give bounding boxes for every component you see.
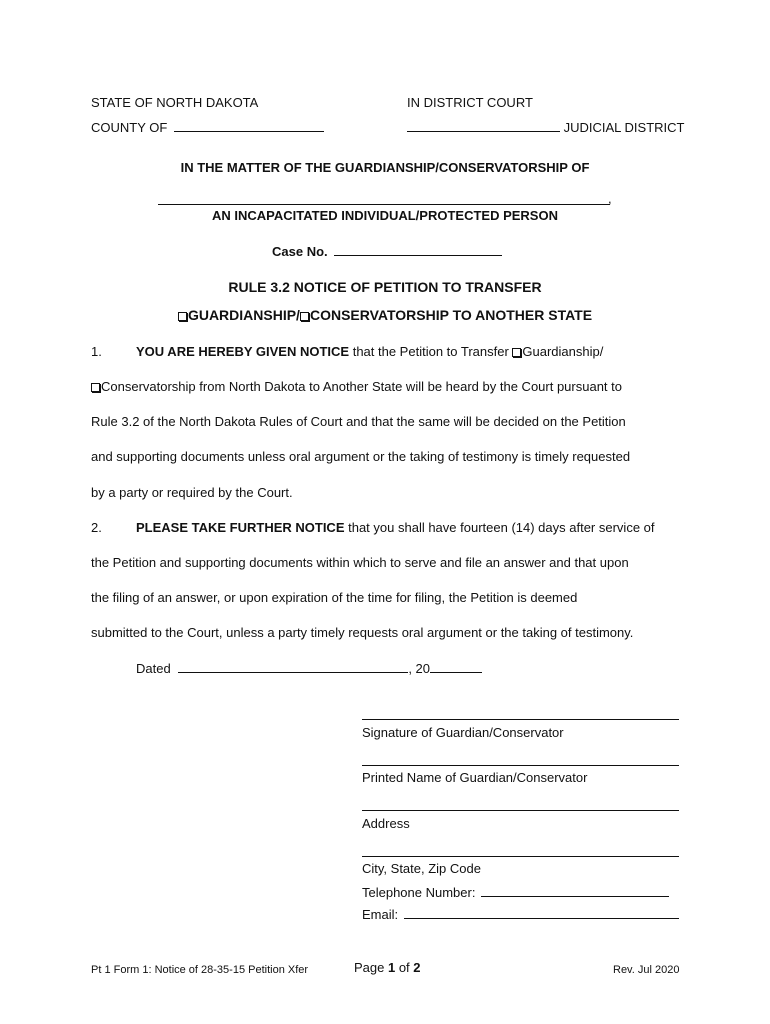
telephone-label: Telephone Number: <box>362 885 476 900</box>
footer-page-indicator <box>354 960 421 976</box>
signature-label: Signature of Guardian/Conservator <box>362 725 564 740</box>
year-label: , 20 <box>408 661 431 676</box>
para1-line1 <box>136 344 603 360</box>
district-label: JUDICIAL DISTRICT <box>563 120 685 135</box>
para1-guardianship-checkbox[interactable] <box>512 348 521 357</box>
dated-label: Dated <box>136 661 171 676</box>
address-label: Address <box>362 816 410 831</box>
para1-conservatorship-checkbox[interactable] <box>91 383 100 392</box>
county-label: COUNTY OF <box>91 120 168 135</box>
para2-line1 <box>136 520 655 536</box>
year-field[interactable] <box>430 660 482 673</box>
matter-subheading: AN INCAPACITATED INDIVIDUAL/PROTECTED PERSON <box>212 208 558 223</box>
para1-lead: YOU ARE HEREBY GIVEN NOTICE <box>136 344 350 359</box>
notice-title-options <box>0 307 770 323</box>
district-field[interactable] <box>407 119 560 132</box>
county-row <box>91 119 324 136</box>
telephone-field[interactable] <box>481 884 669 897</box>
county-field[interactable] <box>174 119 324 132</box>
guardianship-checkbox[interactable] <box>178 312 187 321</box>
case-label: Case No. <box>272 244 328 259</box>
para2-text: that you shall have fourteen (14) days after service of <box>344 520 655 535</box>
conservatorship-checkbox[interactable] <box>300 312 309 321</box>
signature-field[interactable] <box>362 719 679 720</box>
para2-line2: the Petition and supporting documents within which to serve and file an answer and that upon <box>91 555 629 570</box>
para1-text: that the Petition to Transfer <box>349 344 513 359</box>
telephone-row <box>362 884 669 901</box>
address-field[interactable] <box>362 810 679 811</box>
para2-line4: submitted to the Court, unless a party timely requests oral argument or the taking of testimony. <box>91 625 634 640</box>
conservatorship-option: CONSERVATORSHIP TO ANOTHER STATE <box>309 307 593 323</box>
para2-line3: the filing of an answer, or upon expiration of the time for filing, the Petition is deemed <box>91 590 578 605</box>
para2-lead: PLEASE TAKE FURTHER NOTICE <box>136 520 345 535</box>
court-label: IN DISTRICT COURT <box>407 95 533 110</box>
date-field[interactable] <box>178 660 408 673</box>
guardianship-option: GUARDIANSHIP/ <box>187 307 300 323</box>
para1-guardianship-label: Guardianship/ <box>522 344 604 359</box>
para1-line4: and supporting documents unless oral argument or the taking of testimony is timely requested <box>91 449 631 464</box>
city-state-zip-label: City, State, Zip Code <box>362 861 481 876</box>
of-word: of <box>395 960 414 975</box>
footer-form-name: Pt 1 Form 1: Notice of 28-35-15 Petition Xfer <box>91 964 309 976</box>
para1-line5: by a party or required by the Court. <box>91 485 293 500</box>
ward-name-field[interactable] <box>158 204 610 205</box>
footer-revision: Rev. Jul 2020 <box>613 964 680 976</box>
para1-line2-text: Conservatorship from North Dakota to Another State will be heard by the Court pursuant to <box>101 379 622 394</box>
page-number: 1 <box>387 960 396 975</box>
email-row <box>362 906 679 923</box>
page-total: 2 <box>413 960 421 975</box>
printed-name-label: Printed Name of Guardian/Conservator <box>362 770 588 785</box>
notice-title: RULE 3.2 NOTICE OF PETITION TO TRANSFER <box>228 279 542 295</box>
printed-name-field[interactable] <box>362 765 679 766</box>
state-label: STATE OF NORTH DAKOTA <box>91 95 259 110</box>
city-state-zip-field[interactable] <box>362 856 679 857</box>
para1-line2 <box>91 379 622 395</box>
district-row <box>407 119 684 136</box>
case-number-field[interactable] <box>334 243 502 256</box>
para1-number: 1. <box>91 344 102 359</box>
matter-heading: IN THE MATTER OF THE GUARDIANSHIP/CONSERVATORSHIP OF <box>180 160 590 175</box>
para1-line3: Rule 3.2 of the North Dakota Rules of Court and that the same will be decided on the Petition <box>91 414 626 429</box>
email-label: Email: <box>362 907 399 922</box>
para2-number: 2. <box>91 520 102 535</box>
email-field[interactable] <box>404 906 679 919</box>
matter-comma: , <box>608 191 612 206</box>
dated-row <box>136 660 482 677</box>
page-word: Page <box>354 960 388 975</box>
case-row <box>272 243 502 260</box>
